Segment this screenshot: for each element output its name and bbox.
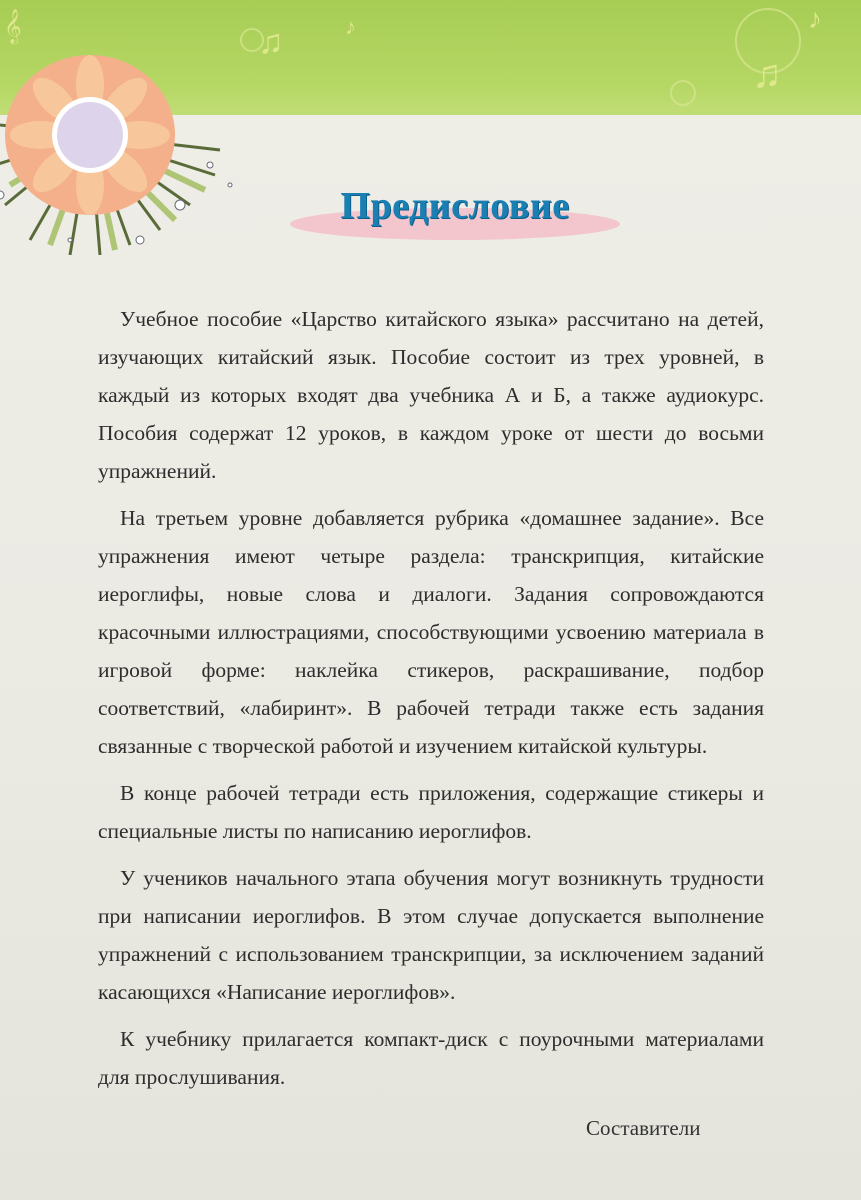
paragraph: У учеников начального этапа обучения могут возникнуть трудности при написании иероглифов. В этом случае допускается выполнение упражнений с использованием транскрипции, за исключением заданий касающихся «Написание иероглифов». [98, 866, 764, 1004]
treble-clef-icon: 𝄞 [4, 10, 22, 43]
bubble-icon [670, 80, 696, 106]
paragraph: В конце рабочей тетради есть приложения, содержащие стикеры и специальные листы по написанию иероглифов. [98, 781, 764, 843]
page-title: Предисловие [340, 185, 570, 227]
music-note-icon: ♫ [752, 51, 782, 96]
title-block [290, 185, 620, 238]
paragraph: К учебнику прилагается компакт-диск с поурочными материалами для прослушивания. [98, 1027, 764, 1089]
music-note-icon: ♪ [345, 14, 356, 39]
signature: Составители [586, 1116, 701, 1140]
preface-text [98, 300, 764, 1105]
music-note-icon: ♪ [808, 4, 822, 35]
paragraph: Учебное пособие «Царство китайского языка» рассчитано на детей, изучающих китайский язык. Пособие состоит из трех уровней, в каждый из которых входят два учебника А и Б, а также аудиокурс. Пособия содержат 12 уроков, в каждом уроке от шести до восьми упражнений. [98, 307, 764, 483]
music-note-icon: ♫ [258, 24, 284, 61]
paragraph: На третьем уровне добавляется рубрика «домашнее задание». Все упражнения имеют четыре раздела: транскрипция, китайские иероглифы, новые слова и диалоги. Задания сопровождаются красочными иллюстрациями, способствующими усвоению материала в игровой форме: наклейка стикеров, раскрашивание, подбор соответствий, «лабиринт». В рабочей тетради также есть задания связанные с творческой работой и изучением китайской культуры. [98, 506, 764, 758]
flower-icon [0, 45, 250, 255]
